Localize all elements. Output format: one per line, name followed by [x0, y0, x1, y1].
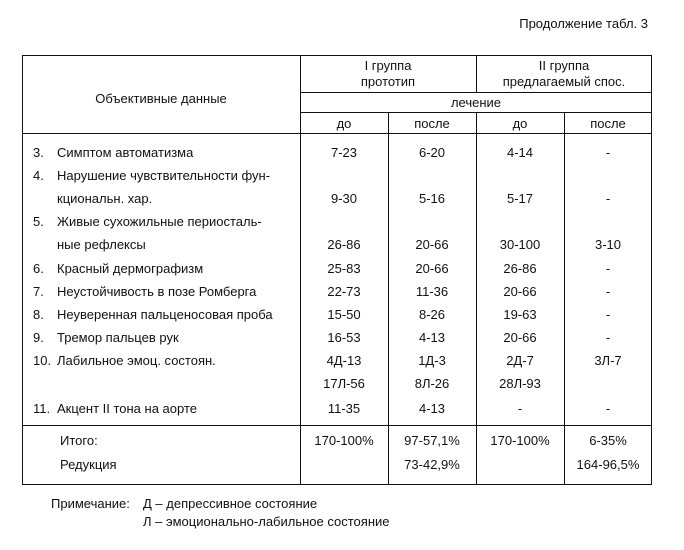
row-label: кциональн. хар. [57, 191, 153, 206]
cell-g1-before: 22-73 [327, 284, 361, 299]
header-group1-subtitle: прототип [360, 74, 416, 89]
row-number: 5. [33, 214, 44, 229]
row-label: Лабильное эмоц. состоян. [57, 353, 216, 368]
row-label: Неуверенная пальценосовая проба [57, 307, 273, 322]
row-label: Красный дермографизм [57, 261, 204, 276]
cell-g2-before: 20-66 [503, 284, 537, 299]
cell-g2-before: - [517, 401, 523, 416]
row-label: Нарушение чувствительности фун- [57, 168, 271, 183]
row-label: Неустойчивость в позе Ромберга [57, 284, 257, 299]
total-g1-before: 170-100% [314, 433, 374, 448]
cell-g2-after: - [605, 191, 611, 206]
total-g2-before: 170-100% [490, 433, 550, 448]
row-number: 7. [33, 284, 44, 299]
row-label: Тремор пальцев рук [57, 330, 179, 345]
cell-g2-before: 30-100 [499, 237, 541, 252]
cell-g2-after: - [605, 307, 611, 322]
cell-g1-after: 20-66 [415, 237, 449, 252]
reduction-label: Редукция [60, 457, 117, 472]
cell-g1-after: 4-13 [418, 401, 446, 416]
row-label: Акцент II тона на аорте [57, 401, 197, 416]
row-number: 4. [33, 168, 44, 183]
cell-g2-before: 19-63 [503, 307, 537, 322]
row-number: 9. [33, 330, 44, 345]
header-objective: Объективные данные [95, 91, 227, 106]
note-line-labile: Л – эмоционально-лабильное состояние [143, 514, 390, 529]
cell-g1-before: 9-30 [330, 191, 358, 206]
total-g1-after: 97-57,1% [404, 433, 460, 448]
header-g2-after: после [590, 116, 626, 131]
cell-g1-before: 4Д-13 [326, 353, 362, 368]
cell-g2-before: 2Д-7 [506, 353, 534, 368]
cell-g1-before: 26-86 [327, 237, 361, 252]
reduction-g2: 164-96,5% [576, 457, 640, 472]
cell-g1-after: 8-26 [418, 307, 446, 322]
cell-g2-before: 5-17 [506, 191, 534, 206]
total-label: Итого: [60, 433, 98, 448]
cell-g2-after: 3-10 [594, 237, 622, 252]
header-group2-title: II группа [538, 58, 590, 73]
cell-g1-before: 15-50 [327, 307, 361, 322]
cell-g2-before: 20-66 [503, 330, 537, 345]
reduction-g1: 73-42,9% [404, 457, 460, 472]
cell-g1-after: 20-66 [415, 261, 449, 276]
cell-g1-after: 8Л-26 [414, 376, 450, 391]
row-label: Живые сухожильные периосталь- [57, 214, 262, 229]
header-g1-after: после [414, 116, 450, 131]
table-caption: Продолжение табл. 3 [519, 16, 648, 31]
cell-g2-after: - [605, 145, 611, 160]
totals-divider [22, 425, 652, 426]
cell-g1-after: 4-13 [418, 330, 446, 345]
header-group2-subtitle: предлагаемый спос. [502, 74, 626, 89]
cell-g1-after: 6-20 [418, 145, 446, 160]
header-g2-before: до [512, 116, 528, 131]
row-number: 8. [33, 307, 44, 322]
cell-g1-after: 1Д-3 [418, 353, 446, 368]
header-treatment: лечение [450, 95, 502, 110]
row-number: 11. [33, 401, 51, 416]
cell-g1-after: 5-16 [418, 191, 446, 206]
cell-g2-after: 3Л-7 [594, 353, 622, 368]
cell-g1-before: 7-23 [330, 145, 358, 160]
cell-g2-after: - [605, 284, 611, 299]
cell-g2-after: - [605, 261, 611, 276]
header-group1-title: I группа [364, 58, 412, 73]
row-number: 10. [33, 353, 52, 368]
cell-g2-before: 4-14 [506, 145, 534, 160]
row-label: ные рефлексы [57, 237, 146, 252]
header-divider-groups [300, 92, 652, 93]
cell-g1-before: 16-53 [327, 330, 361, 345]
row-number: 3. [33, 145, 44, 160]
note-line-depressive: Д – депрессивное состояние [143, 496, 318, 511]
cell-g2-after: - [605, 401, 611, 416]
total-g2-after: 6-35% [589, 433, 627, 448]
header-bottom-line [22, 133, 652, 134]
row-label: Симптом автоматизма [57, 145, 194, 160]
cell-g2-after: - [605, 330, 611, 345]
header-g1-before: до [336, 116, 352, 131]
cell-g2-before: 28Л-93 [499, 376, 541, 391]
cell-g2-before: 26-86 [503, 261, 537, 276]
cell-g1-before: 11-35 [327, 401, 361, 416]
cell-g1-before: 25-83 [327, 261, 361, 276]
cell-g1-before: 17Л-56 [323, 376, 365, 391]
row-number: 6. [33, 261, 44, 276]
cell-g1-after: 11-36 [415, 284, 449, 299]
note-prefix: Примечание: [51, 496, 130, 511]
